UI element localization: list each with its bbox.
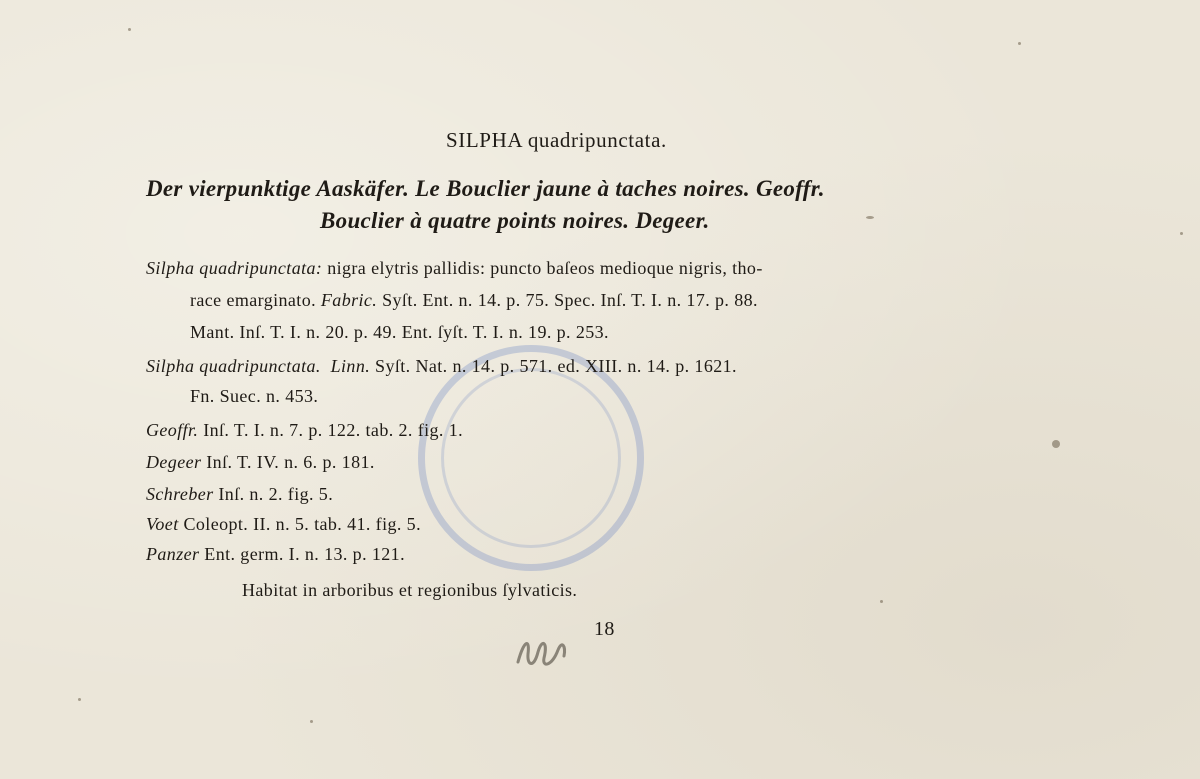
- entry-2-author: Linn.: [330, 356, 371, 376]
- entry-1-citation: Syſt. Ent. n. 14. p. 75. Spec. Inſ. T. I. n. 17. p. 88.: [377, 290, 758, 310]
- entry-7-citation: Ent. germ. I. n. 13. p. 121.: [199, 544, 405, 564]
- entry-2-line-1: [146, 356, 737, 377]
- entry-1-author: Fabric.: [320, 290, 378, 310]
- entry-5-author: Schreber: [146, 484, 214, 504]
- entry-1-line-2: [190, 290, 758, 311]
- entry-1-line-3: Mant. Inſ. T. I. n. 20. p. 49. Ent. ſyſt. T. I. n. 19. p. 253.: [190, 322, 609, 342]
- entry-3: [146, 420, 463, 441]
- entry-2-line-2: Fn. Suec. n. 453.: [190, 386, 319, 406]
- entry-2-citation: Syſt. Nat. n. 14. p. 571. ed. XIII. n. 14. p. 1621.: [370, 356, 737, 376]
- entry-7: [146, 544, 405, 565]
- entry-6-author: Voet: [146, 514, 179, 534]
- habitat-line: Habitat in arboribus et regionibus ſylvaticis.: [242, 580, 578, 600]
- common-names-line-1: Der vierpunktige Aaskäfer. Le Bouclier jaune à taches noires. Geoffr.: [146, 176, 825, 201]
- library-stamp: [418, 345, 644, 571]
- signature-mark: 18: [594, 618, 615, 640]
- paper-speck: [128, 28, 131, 31]
- entry-7-author: Panzer: [146, 544, 200, 564]
- genus-name: SILPHA: [446, 128, 522, 152]
- entry-6-citation: Coleopt. II. n. 5. tab. 41. fig. 5.: [178, 514, 421, 534]
- species-name: quadripunctata.: [527, 128, 667, 152]
- entry-5: [146, 484, 333, 505]
- paper-speck: [310, 720, 313, 723]
- entry-2-reference: Silpha quadripunctata.: [146, 356, 321, 376]
- entry-4-citation: Inſ. T. IV. n. 6. p. 181.: [201, 452, 375, 472]
- entry-5-citation: Inſ. n. 2. fig. 5.: [213, 484, 334, 504]
- entry-3-citation: Inſ. T. I. n. 7. p. 122. tab. 2. fig. 1.: [198, 420, 464, 440]
- paper-speck: [78, 698, 81, 701]
- entry-1-reference: Silpha quadripunctata:: [146, 258, 323, 278]
- entry-4-author: Degeer: [146, 452, 202, 472]
- entry-1-description-cont: race emarginato.: [190, 290, 321, 310]
- common-names-line-2: Bouclier à quatre points noires. Degeer.: [320, 208, 710, 233]
- paper-speck: [1052, 440, 1060, 448]
- paper-speck: [866, 216, 874, 219]
- library-stamp-inner-ring: [441, 368, 621, 548]
- species-title: [446, 128, 667, 153]
- entry-1-line-1: [146, 258, 763, 279]
- handwritten-pencil-mark: [514, 632, 570, 674]
- paper-speck: [1180, 232, 1183, 235]
- entry-4: [146, 452, 375, 473]
- paper-speck: [880, 600, 883, 603]
- paper-speck: [1018, 42, 1021, 45]
- entry-6: [146, 514, 421, 535]
- entry-1-description: nigra elytris pallidis: puncto baſeos medioque nigris, tho-: [322, 258, 763, 278]
- entry-3-author: Geoffr.: [146, 420, 199, 440]
